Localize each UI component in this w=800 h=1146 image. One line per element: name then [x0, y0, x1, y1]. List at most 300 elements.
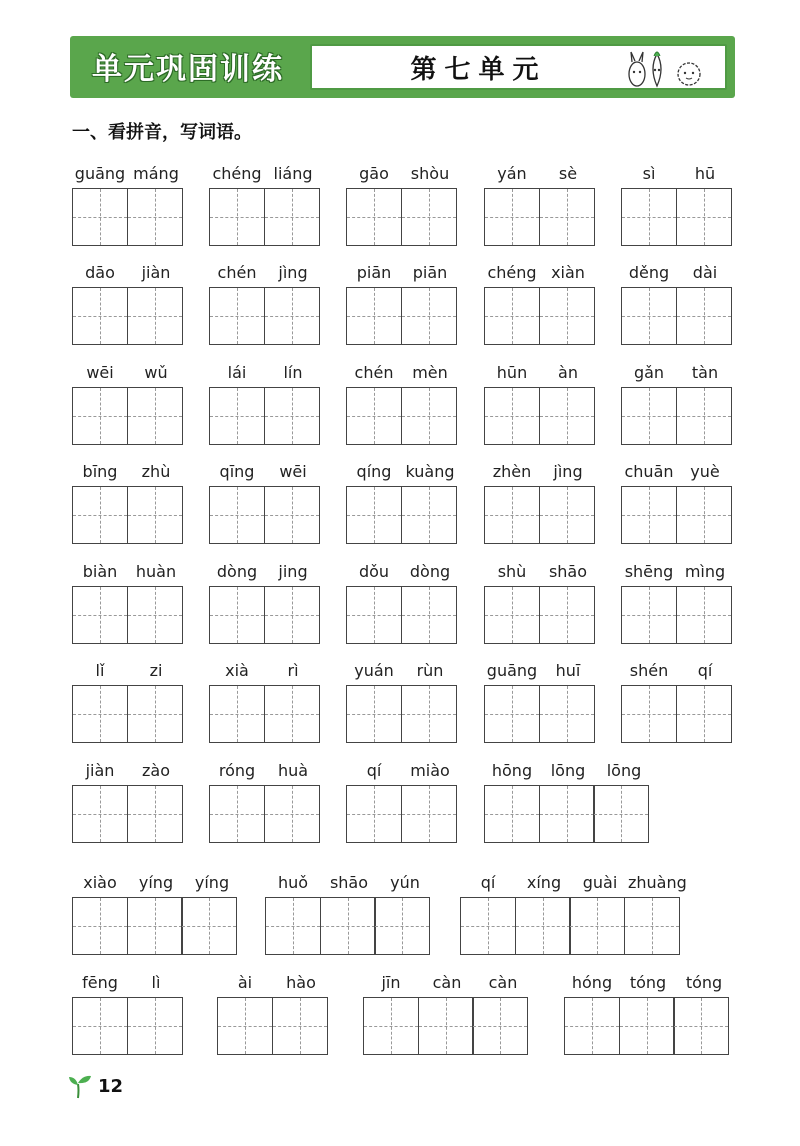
word-box-group [72, 263, 184, 287]
pinyin-syllable: dǒu [358, 562, 390, 581]
word-box-group [346, 164, 458, 188]
pinyin-syllable: qí [697, 661, 713, 680]
writing-cells [72, 997, 183, 1055]
pinyin-syllable: lín [283, 363, 303, 382]
writing-cells [209, 685, 320, 743]
pinyin-syllable: xià [225, 661, 249, 680]
pinyin-row [621, 562, 733, 586]
writing-cell[interactable] [401, 685, 457, 743]
word-box-group [217, 973, 329, 997]
writing-cell[interactable] [673, 997, 729, 1055]
writing-cells [484, 586, 595, 644]
writing-cell[interactable] [72, 897, 128, 955]
word-box-group [72, 164, 184, 188]
pinyin-syllable: yuán [354, 661, 394, 680]
pinyin-syllable: yán [497, 164, 527, 183]
pinyin-syllable: hóng [571, 973, 613, 992]
writing-cell[interactable] [619, 997, 675, 1055]
writing-cell[interactable] [127, 897, 183, 955]
pinyin-syllable: liáng [273, 164, 313, 183]
writing-cell[interactable] [484, 387, 540, 445]
writing-cell[interactable] [484, 188, 540, 246]
writing-cell[interactable] [346, 685, 402, 743]
pinyin-syllable: chéng [487, 263, 537, 282]
pinyin-syllable: shāo [548, 562, 588, 581]
writing-cell[interactable] [624, 897, 680, 955]
writing-cell[interactable] [346, 387, 402, 445]
pinyin-row [621, 363, 733, 387]
pinyin-syllable: zhuàng [628, 873, 687, 892]
writing-cell[interactable] [265, 897, 321, 955]
pinyin-syllable: fēng [82, 973, 118, 992]
word-box-group [621, 363, 733, 387]
pinyin-row [209, 562, 321, 586]
pinyin-syllable: tóng [685, 973, 723, 992]
writing-cell[interactable] [621, 685, 677, 743]
pinyin-syllable: lōng [606, 761, 642, 780]
pinyin-syllable: hào [286, 973, 316, 992]
pinyin-syllable: zào [142, 761, 170, 780]
writing-cell[interactable] [264, 586, 320, 644]
word-box-group [460, 873, 687, 897]
pinyin-syllable: xiàn [551, 263, 585, 282]
pinyin-syllable: chén [354, 363, 394, 382]
writing-cell[interactable] [539, 486, 595, 544]
word-box-group [484, 164, 596, 188]
writing-cell[interactable] [272, 997, 328, 1055]
writing-cell[interactable] [346, 486, 402, 544]
writing-cells [484, 486, 595, 544]
writing-cell[interactable] [539, 387, 595, 445]
writing-cells [484, 387, 595, 445]
pinyin-syllable: jìng [553, 462, 583, 481]
writing-cell[interactable] [72, 685, 128, 743]
pinyin-syllable: jing [278, 562, 308, 581]
writing-cells [621, 685, 732, 743]
writing-cell[interactable] [472, 997, 528, 1055]
writing-cell[interactable] [676, 586, 732, 644]
word-box-group [484, 661, 596, 685]
pinyin-syllable: piān [356, 263, 392, 282]
writing-cell[interactable] [484, 486, 540, 544]
unit-header [70, 36, 735, 98]
writing-cell[interactable] [401, 586, 457, 644]
pinyin-syllable: dāo [85, 263, 115, 282]
pinyin-syllable: rùn [416, 661, 444, 680]
writing-cell[interactable] [127, 287, 183, 345]
pinyin-syllable: xíng [526, 873, 562, 892]
writing-cell[interactable] [460, 897, 516, 955]
writing-cells [346, 586, 457, 644]
writing-cell[interactable] [621, 287, 677, 345]
pinyin-syllable: guāng [74, 164, 126, 183]
pinyin-syllable: shén [629, 661, 669, 680]
word-box-group [484, 462, 596, 486]
writing-cell[interactable] [539, 685, 595, 743]
pinyin-syllable: miào [410, 761, 450, 780]
writing-cell[interactable] [539, 785, 595, 843]
pinyin-syllable: ài [237, 973, 253, 992]
writing-cells [209, 785, 320, 843]
writing-cells [346, 188, 457, 246]
pinyin-syllable: mìng [684, 562, 726, 581]
pinyin-row [621, 462, 733, 486]
pinyin-row [484, 363, 596, 387]
word-box-group [363, 973, 531, 997]
writing-cell[interactable] [484, 586, 540, 644]
pinyin-syllable: càn [432, 973, 462, 992]
writing-cell[interactable] [127, 685, 183, 743]
pinyin-row [217, 973, 329, 997]
writing-cell[interactable] [209, 586, 265, 644]
pinyin-syllable: kuàng [405, 462, 455, 481]
pinyin-syllable: děng [628, 263, 670, 282]
writing-cell[interactable] [346, 287, 402, 345]
pinyin-syllable: huī [555, 661, 581, 680]
pinyin-syllable: jiàn [141, 263, 171, 282]
pinyin-syllable: jiàn [85, 761, 115, 780]
pinyin-syllable: qí [480, 873, 496, 892]
pinyin-syllable: lǐ [95, 661, 105, 680]
word-box-group [209, 562, 321, 586]
pinyin-syllable: gǎn [633, 363, 665, 382]
writing-cell[interactable] [346, 785, 402, 843]
word-box-group [346, 363, 458, 387]
pinyin-row [484, 661, 596, 685]
writing-cell[interactable] [127, 586, 183, 644]
pinyin-syllable: sì [642, 164, 656, 183]
writing-cells [484, 287, 595, 345]
pinyin-row [460, 873, 687, 897]
pinyin-syllable: zhèn [492, 462, 532, 481]
pinyin-syllable: piān [412, 263, 448, 282]
writing-cells [209, 188, 320, 246]
writing-cell[interactable] [593, 785, 649, 843]
writing-cell[interactable] [72, 785, 128, 843]
word-box-group [209, 761, 321, 785]
pinyin-syllable: qíng [356, 462, 392, 481]
writing-cell[interactable] [264, 387, 320, 445]
writing-cell[interactable] [484, 685, 540, 743]
pinyin-syllable: bīng [82, 462, 118, 481]
word-box-group [72, 661, 184, 685]
writing-cell[interactable] [209, 188, 265, 246]
unit-badge: 单元巩固训练 [92, 52, 284, 87]
unit-title: 第七单元 [410, 54, 547, 85]
pinyin-syllable: jīn [381, 973, 401, 992]
writing-cell[interactable] [676, 486, 732, 544]
word-box-group [209, 164, 321, 188]
pinyin-row [209, 363, 321, 387]
pinyin-syllable: huǒ [277, 873, 309, 892]
pinyin-syllable: yuè [690, 462, 720, 481]
pinyin-syllable: shù [497, 562, 527, 581]
pinyin-row [346, 263, 458, 287]
writing-cell[interactable] [72, 997, 128, 1055]
writing-cell[interactable] [621, 586, 677, 644]
writing-cell[interactable] [374, 897, 430, 955]
writing-cell[interactable] [346, 586, 402, 644]
word-box-group [621, 562, 733, 586]
writing-cell[interactable] [127, 188, 183, 246]
pinyin-row [72, 761, 184, 785]
sprout-icon [66, 1072, 94, 1100]
writing-cell[interactable] [363, 997, 419, 1055]
pinyin-row [346, 462, 458, 486]
pinyin-syllable: máng [133, 164, 179, 183]
word-box-group [621, 263, 733, 287]
writing-cells [72, 685, 183, 743]
writing-cell[interactable] [569, 897, 625, 955]
writing-cells [346, 287, 457, 345]
writing-cells [484, 785, 649, 843]
pinyin-row [346, 164, 458, 188]
pinyin-syllable: chéng [212, 164, 262, 183]
pinyin-syllable: qí [366, 761, 382, 780]
pinyin-syllable: lì [151, 973, 161, 992]
pinyin-syllable: tàn [691, 363, 719, 382]
writing-cells [72, 188, 183, 246]
pinyin-row [72, 363, 184, 387]
pinyin-syllable: yíng [194, 873, 230, 892]
writing-cells [209, 287, 320, 345]
writing-cell[interactable] [209, 785, 265, 843]
writing-cells [363, 997, 528, 1055]
writing-cell[interactable] [127, 997, 183, 1055]
pinyin-row [72, 562, 184, 586]
writing-cell[interactable] [676, 387, 732, 445]
page-number: 12 [98, 1075, 124, 1097]
word-box-group [346, 562, 458, 586]
word-box-group [484, 263, 596, 287]
writing-cell[interactable] [209, 486, 265, 544]
writing-cell[interactable] [127, 387, 183, 445]
writing-cell[interactable] [401, 785, 457, 843]
pinyin-row [621, 661, 733, 685]
writing-cells [209, 586, 320, 644]
pinyin-syllable: guāng [486, 661, 538, 680]
writing-cell[interactable] [346, 188, 402, 246]
writing-cell[interactable] [72, 486, 128, 544]
pinyin-syllable: rì [287, 661, 299, 680]
writing-cell[interactable] [181, 897, 237, 955]
pinyin-syllable: lōng [550, 761, 586, 780]
pinyin-syllable: shāo [329, 873, 369, 892]
word-box-group [564, 973, 732, 997]
pinyin-syllable: lái [227, 363, 247, 382]
pinyin-syllable: shēng [624, 562, 674, 581]
word-box-group [209, 661, 321, 685]
writing-cell[interactable] [676, 685, 732, 743]
pinyin-syllable: gāo [359, 164, 389, 183]
writing-cells [564, 997, 729, 1055]
writing-cell[interactable] [320, 897, 376, 955]
writing-cell[interactable] [209, 387, 265, 445]
pinyin-row [484, 263, 596, 287]
writing-cell[interactable] [264, 486, 320, 544]
page-footer [66, 1072, 123, 1100]
pinyin-row [346, 363, 458, 387]
pinyin-syllable: wǔ [144, 363, 168, 382]
word-box-group [346, 263, 458, 287]
writing-cell[interactable] [264, 188, 320, 246]
word-box-group [484, 363, 596, 387]
pinyin-syllable: biàn [82, 562, 118, 581]
cartoon-characters-icon [627, 48, 707, 88]
pinyin-row [72, 973, 184, 997]
pinyin-syllable: tóng [629, 973, 667, 992]
word-box-group [72, 873, 240, 897]
writing-cell[interactable] [621, 486, 677, 544]
pinyin-syllable: hōng [491, 761, 533, 780]
pinyin-row [346, 562, 458, 586]
writing-cells [72, 586, 183, 644]
writing-cells [460, 897, 680, 955]
pinyin-syllable: hūn [496, 363, 528, 382]
word-box-group [72, 562, 184, 586]
writing-cell[interactable] [676, 287, 732, 345]
word-box-group [265, 873, 433, 897]
pinyin-row [72, 462, 184, 486]
writing-cell[interactable] [401, 287, 457, 345]
writing-cell[interactable] [484, 785, 540, 843]
pinyin-row [209, 661, 321, 685]
writing-cells [621, 586, 732, 644]
writing-cells [621, 387, 732, 445]
pinyin-syllable: dòng [409, 562, 451, 581]
writing-cell[interactable] [72, 188, 128, 246]
pinyin-syllable: càn [488, 973, 518, 992]
pinyin-syllable: yíng [138, 873, 174, 892]
word-box-group [484, 562, 596, 586]
writing-cell[interactable] [621, 387, 677, 445]
pinyin-row [72, 873, 240, 897]
writing-cells [217, 997, 328, 1055]
pinyin-row [621, 263, 733, 287]
writing-cell[interactable] [484, 287, 540, 345]
pinyin-row [484, 164, 596, 188]
writing-cells [209, 486, 320, 544]
word-box-group [72, 363, 184, 387]
writing-cells [265, 897, 430, 955]
writing-cell[interactable] [127, 785, 183, 843]
pinyin-syllable: chén [217, 263, 257, 282]
word-box-group [621, 462, 733, 486]
writing-cell[interactable] [539, 586, 595, 644]
word-box-group [621, 661, 733, 685]
writing-cells [72, 785, 183, 843]
word-box-group [346, 661, 458, 685]
pinyin-syllable: xiào [83, 873, 117, 892]
pinyin-syllable: zhù [141, 462, 171, 481]
writing-cell[interactable] [264, 685, 320, 743]
pinyin-syllable: sè [558, 164, 578, 183]
pinyin-row [346, 761, 458, 785]
writing-cell[interactable] [539, 287, 595, 345]
unit-title-box [310, 44, 727, 90]
pinyin-row [209, 462, 321, 486]
writing-cell[interactable] [209, 685, 265, 743]
pinyin-row [209, 164, 321, 188]
writing-cell[interactable] [209, 287, 265, 345]
pinyin-syllable: huà [277, 761, 309, 780]
pinyin-row [72, 164, 184, 188]
writing-cell[interactable] [418, 997, 474, 1055]
pinyin-row [265, 873, 433, 897]
writing-cells [346, 685, 457, 743]
writing-cell[interactable] [127, 486, 183, 544]
writing-cell[interactable] [401, 387, 457, 445]
pinyin-syllable: qīng [219, 462, 255, 481]
writing-cell[interactable] [401, 188, 457, 246]
word-box-group [621, 164, 733, 188]
writing-cells [621, 188, 732, 246]
word-box-group [346, 462, 458, 486]
pinyin-row [346, 661, 458, 685]
pinyin-row [72, 263, 184, 287]
writing-cells [621, 287, 732, 345]
pinyin-syllable: yún [390, 873, 420, 892]
pinyin-row [621, 164, 733, 188]
writing-cells [209, 387, 320, 445]
pinyin-syllable: àn [558, 363, 578, 382]
pinyin-syllable: róng [218, 761, 256, 780]
writing-cell[interactable] [515, 897, 571, 955]
writing-cell[interactable] [676, 188, 732, 246]
pinyin-syllable: guài [582, 873, 618, 892]
writing-cell[interactable] [72, 287, 128, 345]
pinyin-row [484, 562, 596, 586]
pinyin-syllable: dòng [216, 562, 258, 581]
word-box-group [484, 761, 652, 785]
pinyin-row [484, 761, 652, 785]
pinyin-row [209, 263, 321, 287]
word-box-group [209, 263, 321, 287]
writing-cell[interactable] [401, 486, 457, 544]
writing-cells [72, 287, 183, 345]
pinyin-row [564, 973, 732, 997]
pinyin-syllable: zi [149, 661, 163, 680]
pinyin-syllable: jìng [278, 263, 308, 282]
word-box-group [209, 462, 321, 486]
pinyin-row [209, 761, 321, 785]
writing-cell[interactable] [564, 997, 620, 1055]
writing-cell[interactable] [72, 387, 128, 445]
word-box-group [346, 761, 458, 785]
pinyin-syllable: dài [692, 263, 718, 282]
writing-cells [621, 486, 732, 544]
pinyin-syllable: wēi [279, 462, 307, 481]
writing-cells [72, 387, 183, 445]
pinyin-row [363, 973, 531, 997]
pinyin-syllable: hū [694, 164, 716, 183]
writing-cell[interactable] [264, 287, 320, 345]
writing-cells [484, 685, 595, 743]
writing-cells [346, 486, 457, 544]
word-box-group [72, 973, 184, 997]
pinyin-syllable: huàn [135, 562, 177, 581]
writing-cell[interactable] [539, 188, 595, 246]
writing-cells [72, 897, 237, 955]
word-box-group [72, 761, 184, 785]
writing-cell[interactable] [264, 785, 320, 843]
writing-cell[interactable] [217, 997, 273, 1055]
writing-cells [346, 785, 457, 843]
word-box-group [72, 462, 184, 486]
writing-cell[interactable] [72, 586, 128, 644]
pinyin-syllable: wēi [86, 363, 114, 382]
writing-cell[interactable] [621, 188, 677, 246]
